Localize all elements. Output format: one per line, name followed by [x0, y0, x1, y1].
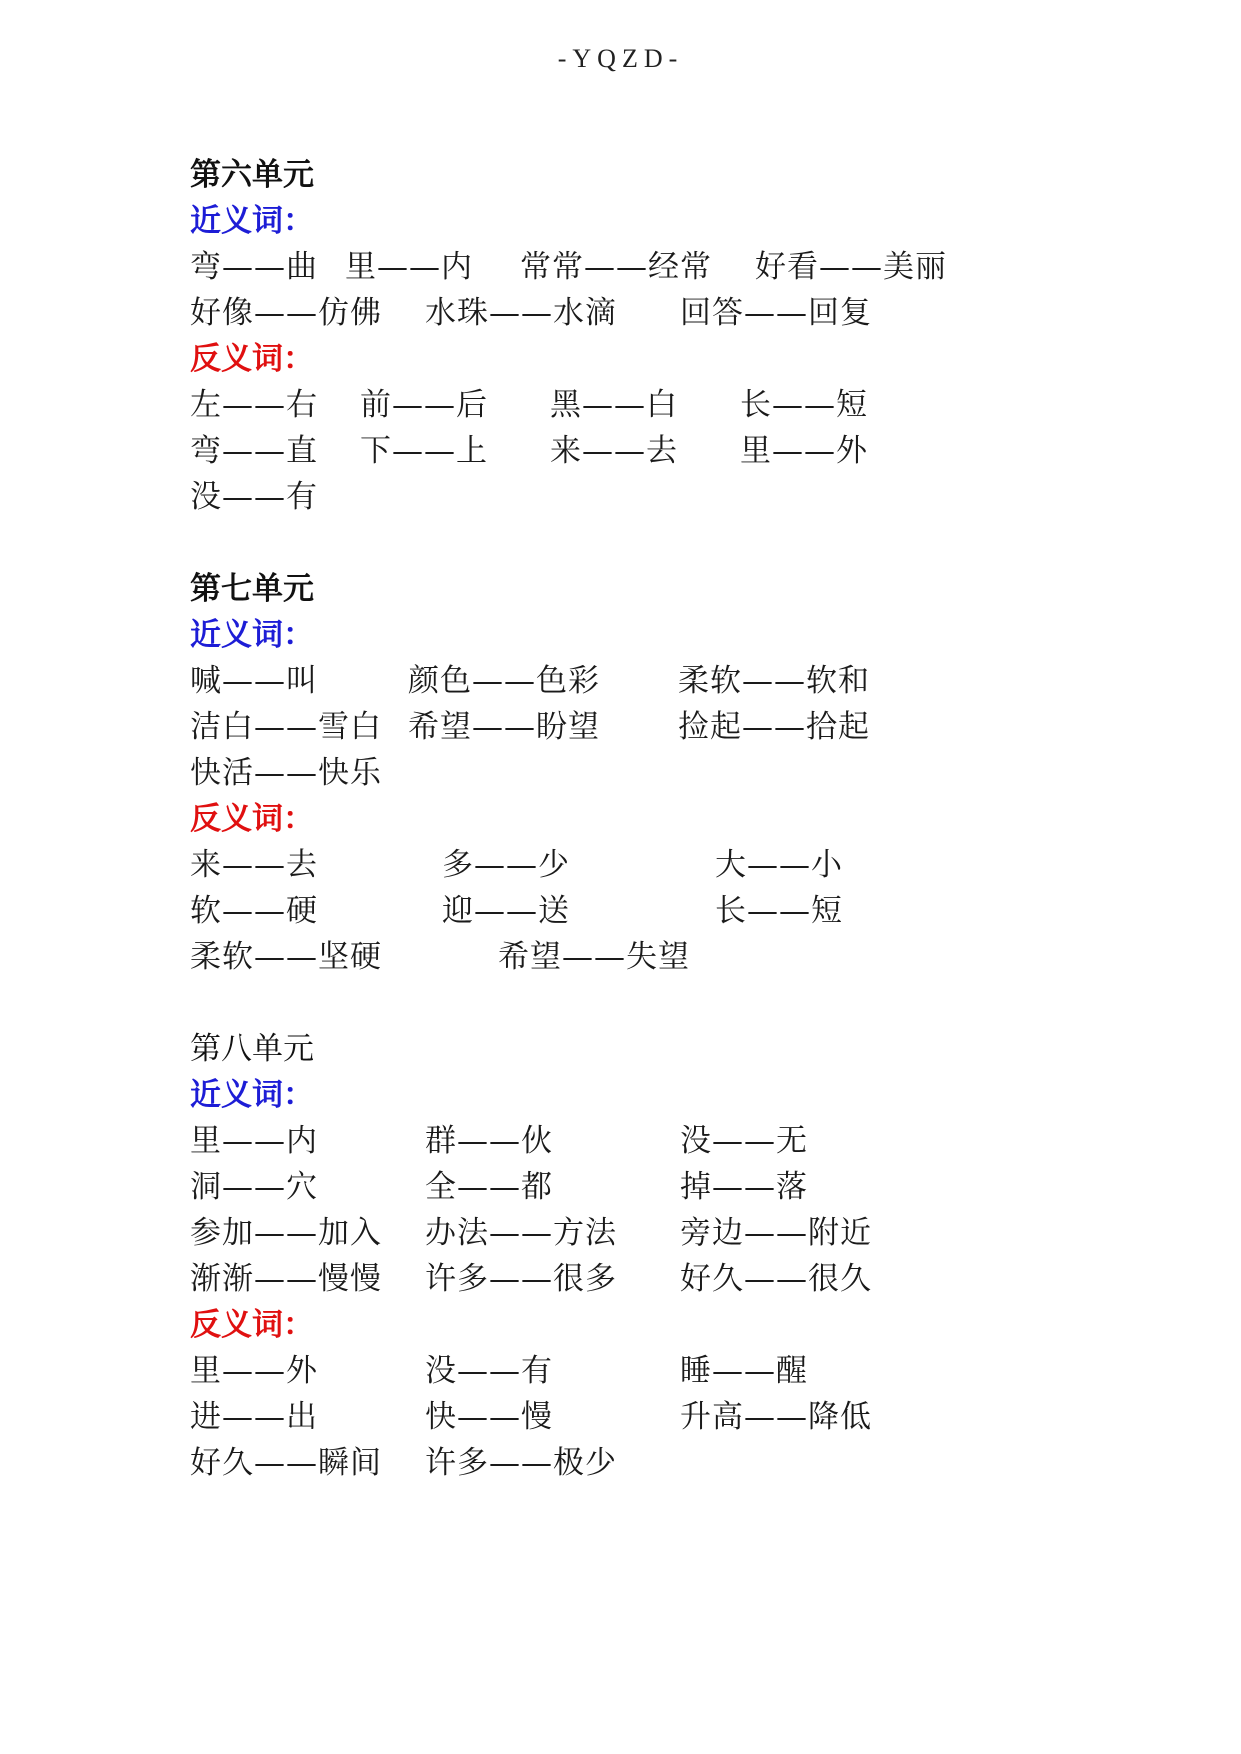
antonym-pair: 没——有: [190, 479, 318, 515]
synonym-row: [190, 1210, 1090, 1256]
synonym-pair: 颜色——色彩: [408, 663, 600, 699]
synonym-row: [190, 1118, 1090, 1164]
antonym-row: [190, 1440, 1090, 1486]
synonym-pair: 柔软——软和: [678, 663, 870, 699]
synonym-pair: 希望——盼望: [408, 709, 600, 745]
synonym-pair: 里——内: [190, 1123, 318, 1159]
synonym-row: [190, 244, 1090, 290]
antonym-pair: 软——硬: [190, 893, 318, 929]
antonym-label: 反义词：: [190, 341, 314, 377]
synonym-pair: 渐渐——慢慢: [190, 1261, 382, 1297]
unit-title: 第八单元: [190, 1031, 314, 1067]
synonym-label: 近义词：: [190, 617, 314, 653]
antonym-row: [190, 474, 1090, 520]
antonym-pair: 下——上: [360, 433, 488, 469]
synonym-row: [190, 1164, 1090, 1210]
antonym-row: [190, 1394, 1090, 1440]
antonym-pair: 没——有: [425, 1353, 553, 1389]
synonym-row: [190, 750, 1090, 796]
antonym-pair: 来——去: [550, 433, 678, 469]
synonym-pair: 参加——加入: [190, 1215, 382, 1251]
antonym-pair: 长——短: [740, 387, 868, 423]
antonym-pair: 前——后: [360, 387, 488, 423]
synonym-pair: 快活——快乐: [190, 755, 382, 791]
antonym-row: [190, 382, 1090, 428]
antonym-row: [190, 1348, 1090, 1394]
synonym-pair: 常常——经常: [520, 249, 712, 285]
synonym-pair: 群——伙: [425, 1123, 553, 1159]
synonym-pair: 掉——落: [680, 1169, 808, 1205]
antonym-label: 反义词：: [190, 1307, 314, 1343]
antonym-row: [190, 888, 1090, 934]
antonym-pair: 进——出: [190, 1399, 318, 1435]
synonym-row: [190, 704, 1090, 750]
unit-title: 第七单元: [190, 571, 314, 607]
synonym-pair: 办法——方法: [425, 1215, 617, 1251]
antonym-pair: 长——短: [715, 893, 843, 929]
antonym-pair: 大——小: [715, 847, 843, 883]
antonym-pair: 来——去: [190, 847, 318, 883]
antonym-pair: 弯——直: [190, 433, 318, 469]
antonym-pair: 黑——白: [550, 387, 678, 423]
antonym-pair: 睡——醒: [680, 1353, 808, 1389]
synonym-pair: 好久——很久: [680, 1261, 872, 1297]
synonym-row: [190, 290, 1090, 336]
antonym-row: [190, 428, 1090, 474]
synonym-pair: 水珠——水滴: [425, 295, 617, 331]
synonym-pair: 没——无: [680, 1123, 808, 1159]
antonym-pair: 好久——瞬间: [190, 1445, 382, 1481]
synonym-row: [190, 658, 1090, 704]
synonym-pair: 洞——穴: [190, 1169, 318, 1205]
antonym-pair: 左——右: [190, 387, 318, 423]
antonym-pair: 许多——极少: [425, 1445, 617, 1481]
synonym-pair: 洁白——雪白: [190, 709, 382, 745]
synonym-pair: 捡起——拾起: [678, 709, 870, 745]
synonym-pair: 弯——曲: [190, 249, 318, 285]
synonym-pair: 好像——仿佛: [190, 295, 382, 331]
synonym-pair: 全——都: [425, 1169, 553, 1205]
antonym-pair: 多——少: [442, 847, 570, 883]
antonym-pair: 里——外: [190, 1353, 318, 1389]
antonym-pair: 快——慢: [425, 1399, 553, 1435]
synonym-pair: 旁边——附近: [680, 1215, 872, 1251]
antonym-row: [190, 934, 1090, 980]
synonym-label: 近义词：: [190, 203, 314, 239]
synonym-pair: 好看——美丽: [755, 249, 947, 285]
synonym-pair: 喊——叫: [190, 663, 318, 699]
synonym-pair: 回答——回复: [680, 295, 872, 331]
antonym-label: 反义词：: [190, 801, 314, 837]
synonym-label: 近义词：: [190, 1077, 314, 1113]
antonym-pair: 迎——送: [442, 893, 570, 929]
synonym-pair: 许多——很多: [425, 1261, 617, 1297]
antonym-row: [190, 842, 1090, 888]
antonym-pair: 里——外: [740, 433, 868, 469]
antonym-pair: 柔软——坚硬: [190, 939, 382, 975]
unit-title: 第六单元: [190, 157, 314, 193]
antonym-pair: 希望——失望: [498, 939, 690, 975]
antonym-pair: 升高——降低: [680, 1399, 872, 1435]
page-header: -YQZD-: [557, 44, 684, 73]
synonym-row: [190, 1256, 1090, 1302]
synonym-pair: 里——内: [345, 249, 473, 285]
document-body: [190, 152, 1090, 1486]
